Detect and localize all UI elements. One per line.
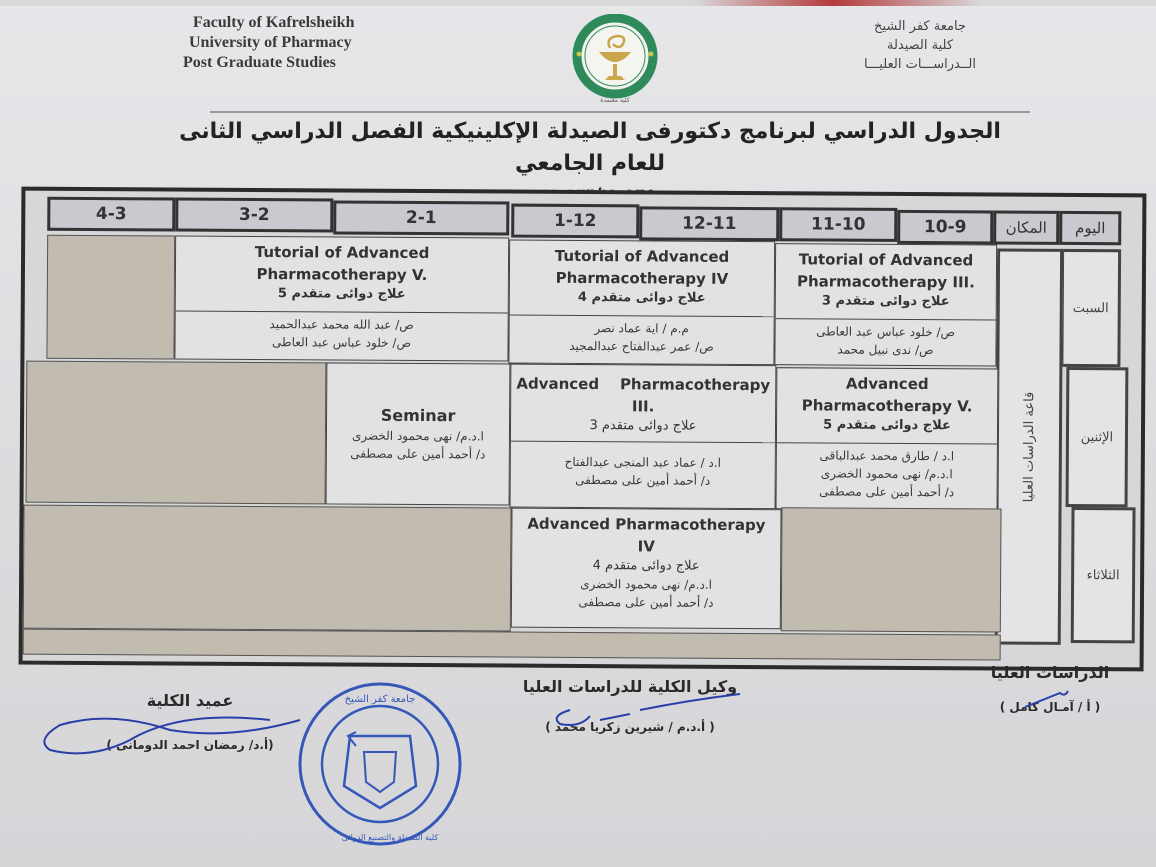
cell-divider bbox=[176, 311, 508, 314]
monday-session-11-1 bbox=[510, 364, 777, 510]
cell-divider bbox=[777, 442, 997, 444]
stamp-text-bottom: كلية الصيدلة والتصنيع الدوائى bbox=[341, 833, 439, 842]
day-saturday: السبت bbox=[1060, 249, 1121, 367]
staff-member: ا.د.م/ نهى محمود الخضرى bbox=[351, 428, 484, 444]
header-slot-2-1: 2-1 bbox=[333, 200, 509, 235]
tuesday-session-11-1 bbox=[511, 508, 782, 630]
course-title-en: IV bbox=[637, 537, 655, 556]
header-ar-line-3: الــدراســـات العليـــا bbox=[863, 57, 976, 72]
saturday-session-9-11 bbox=[774, 243, 997, 366]
staff-member: ا.د / طارق محمد عبدالباقى bbox=[819, 448, 955, 464]
tuesday-9-11-empty bbox=[781, 507, 1002, 632]
header-slot-11-10: 11-10 bbox=[779, 207, 897, 242]
schedule-table bbox=[19, 187, 1147, 674]
pen-signature-icon bbox=[30, 700, 310, 770]
staff-member: م.م / اية عماد نصر bbox=[594, 321, 689, 336]
course-title-ar: علاج دوائى متقدم 3 bbox=[821, 293, 950, 310]
header-en-line-1: Faculty of Kafrelsheikh bbox=[193, 14, 355, 31]
course-title-en: Pharmacotherapy III. bbox=[796, 272, 975, 292]
signature-name: ( أ.د.م / شيرين زكريا محمد ) bbox=[545, 720, 715, 734]
course-title-en: Advanced bbox=[845, 374, 929, 394]
course-title-ar: علاج دوائى متقدم 5 bbox=[823, 417, 951, 434]
course-title-en: Pharmacotherapy V. bbox=[801, 396, 973, 416]
staff-member: ص/ عمر عبدالفتاح عبدالمجيد bbox=[569, 338, 714, 354]
staff-member: ا.د.م/ نهى محمود الخضرى bbox=[580, 576, 713, 592]
cell-divider bbox=[511, 441, 775, 444]
page-top-edge bbox=[0, 0, 1156, 6]
saturday-session-1-3 bbox=[174, 236, 509, 362]
header-slot-4-3: 4-3 bbox=[47, 197, 175, 232]
header-ar-line-1: جامعة كفر الشيخ bbox=[874, 19, 966, 34]
header-day: اليوم bbox=[1059, 211, 1121, 245]
faculty-logo bbox=[565, 14, 665, 104]
course-title-en: Seminar bbox=[380, 405, 456, 426]
day-monday: الإثنين bbox=[1066, 367, 1129, 507]
staff-member: ص/ عبد الله محمد عبدالحميد bbox=[269, 317, 414, 332]
staff-list bbox=[775, 322, 995, 359]
title-rule bbox=[210, 111, 1030, 113]
signature-name: ( أ / آمـال كامل ) bbox=[999, 700, 1101, 714]
staff-member: ص/ خلود عباس عبد العاطى bbox=[272, 335, 412, 350]
course-title-en: Pharmacotherapy IV bbox=[555, 268, 729, 288]
staff-list bbox=[511, 453, 775, 491]
saturday-4-3-empty bbox=[46, 235, 175, 360]
course-title-en: Tutorial of Advanced bbox=[254, 242, 430, 263]
course-title-en: III. bbox=[631, 397, 655, 416]
staff-member: د/ أحمد أمين على مصطفى bbox=[350, 446, 486, 462]
staff-member: ص/ خلود عباس عبد العاطى bbox=[816, 324, 956, 340]
staff-member: د/ أحمد أمين على مصطفى bbox=[819, 484, 955, 500]
header-slot-3-2: 3-2 bbox=[175, 198, 333, 233]
staff-member: ا.د / عماد عبد المنجى عبدالفتاح bbox=[564, 454, 721, 470]
header-slot-1-12: 1-12 bbox=[511, 204, 639, 239]
staff-list bbox=[509, 319, 773, 357]
tuesday-1-4-empty bbox=[23, 505, 512, 632]
signature-role: عميد الكلية bbox=[146, 691, 234, 710]
saturday-session-11-1 bbox=[508, 240, 775, 366]
day-tuesday: الثلاثاء bbox=[1071, 507, 1136, 643]
course-title-ar: علاج دوائى متقدم 5 bbox=[277, 286, 406, 302]
course-title-ar: علاج دوائى متقدم 4 bbox=[592, 558, 700, 574]
cell-divider bbox=[776, 318, 996, 320]
eagle-seal-stamp-icon bbox=[290, 676, 470, 856]
signature-role: الدراسات العليا bbox=[990, 663, 1110, 682]
bowl-of-hygieia-logo-icon bbox=[565, 14, 665, 104]
pen-signature-icon bbox=[1020, 685, 1080, 715]
signature-name: (أ.د/ رمضان احمد الدومانى ) bbox=[106, 738, 274, 752]
monday-session-seminar bbox=[326, 362, 511, 505]
header-slot-10-9: 10-9 bbox=[897, 210, 993, 245]
place-cell bbox=[995, 249, 1063, 645]
staff-member: ا.د.م/ نهى محمود الخضرى bbox=[820, 466, 953, 482]
svg-text:كلية معتمدة: كلية معتمدة bbox=[600, 97, 630, 104]
header-arabic bbox=[840, 17, 1000, 74]
staff-member: د/ أحمد أمين على مصطفى bbox=[575, 472, 711, 488]
header-english bbox=[183, 13, 354, 73]
course-title-en: Pharmacotherapy V. bbox=[256, 265, 428, 285]
course-title-en: Advanced Pharmacotherapy bbox=[527, 514, 766, 535]
staff-list bbox=[777, 446, 997, 501]
header-en-line-2: University of Pharmacy bbox=[189, 34, 352, 51]
monday-2-4-empty bbox=[26, 361, 327, 505]
place-value: قاعة الدراسات العليا bbox=[1021, 391, 1037, 503]
course-title-en: Advanced Pharmacotherapy bbox=[516, 374, 771, 395]
pen-signature-icon bbox=[540, 690, 760, 740]
header-place: المكان bbox=[993, 211, 1059, 245]
staff-member: ص/ ندى نبيل محمد bbox=[837, 342, 934, 358]
title-line-1: الجدول الدراسي لبرنامج دكتورفى الصيدلة الإكلينيكية الفصل الدراسي الثانى للعام الجامعي bbox=[179, 119, 1001, 176]
cell-divider bbox=[510, 315, 774, 318]
monday-session-9-11 bbox=[776, 367, 999, 510]
header-en-line-3: Post Graduate Studies bbox=[183, 54, 336, 71]
staff-list bbox=[175, 315, 507, 353]
signature-role: وكيل الكلية للدراسات العليا bbox=[522, 677, 738, 696]
course-title-en: Tutorial of Advanced bbox=[554, 246, 730, 266]
header-slot-12-11: 12-11 bbox=[639, 206, 779, 241]
header-ar-line-2: كلية الصيدلة bbox=[886, 38, 954, 53]
course-title-ar: علاج دوائى متقدم 4 bbox=[577, 289, 706, 306]
stamp-text-top: جامعة كفر الشيخ bbox=[344, 694, 416, 705]
course-title-en: Tutorial of Advanced bbox=[798, 250, 974, 270]
staff-member: د/ أحمد أمين على مصطفى bbox=[578, 594, 714, 610]
course-title-ar: علاج دوائى متقدم 3 bbox=[589, 418, 697, 434]
